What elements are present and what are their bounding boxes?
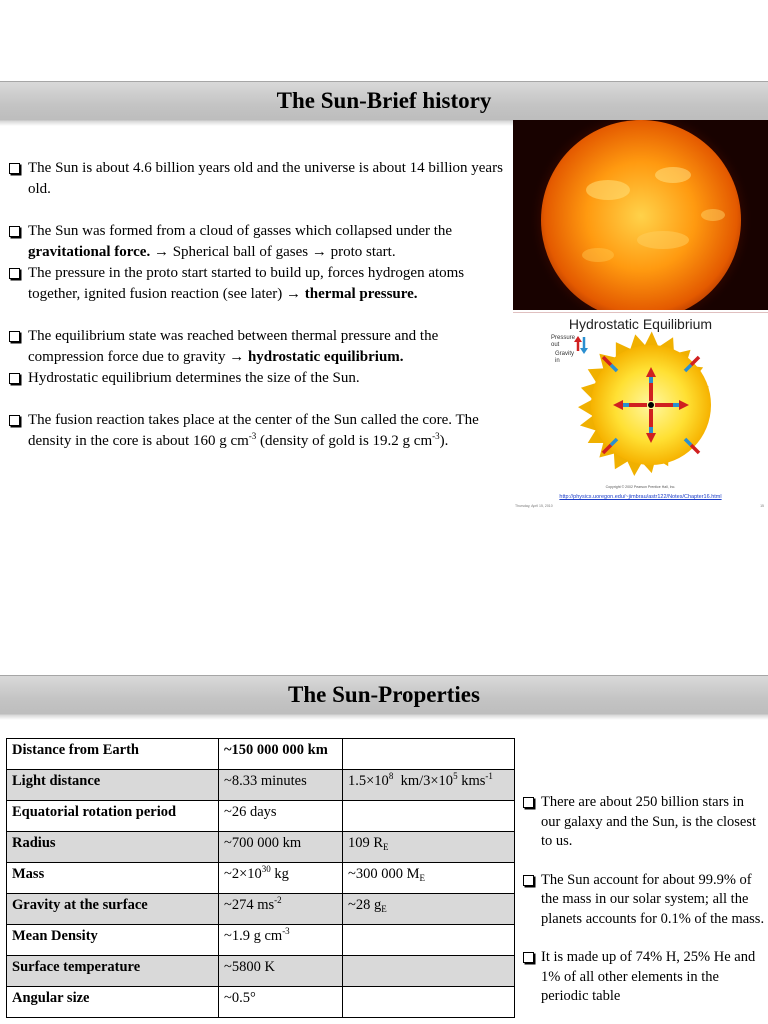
slide1-title-banner — [0, 81, 768, 121]
property-value: ~700 000 km — [219, 832, 343, 863]
spacer — [0, 200, 505, 221]
property-value: ~5800 K — [219, 956, 343, 987]
figure-footer-page: 15 — [760, 504, 764, 508]
properties-bullets — [517, 793, 765, 1007]
table-row — [7, 925, 515, 956]
table-row — [7, 956, 515, 987]
table-row — [7, 894, 515, 925]
property-value: ~0.5° — [219, 987, 343, 1018]
checkbox-bullet-icon — [523, 875, 534, 886]
legend-gravity-label: Gravity in — [555, 351, 575, 364]
property-name: Equatorial rotation period — [7, 801, 219, 832]
properties-table — [6, 738, 515, 1018]
slide2-title: The Sun-Properties — [288, 682, 480, 707]
property-value: ~274 $ms^{-2}$ — [219, 894, 343, 925]
property-name: Angular size — [7, 987, 219, 1018]
property-extra: 109 $R_E$ — [343, 832, 515, 863]
property-extra — [343, 801, 515, 832]
figure-footer-date: Thursday, April 15, 2010 — [515, 504, 553, 508]
property-extra — [343, 925, 515, 956]
property-name: Mass — [7, 863, 219, 894]
bullet-stars: There are about 250 billion stars in our galaxy and the Sun, is the closest to us. — [517, 793, 765, 852]
slide2-title-banner — [0, 675, 768, 715]
hydrostatic-figure — [513, 312, 768, 511]
property-extra — [343, 987, 515, 1018]
legend-pressure-label: Pressure out — [551, 335, 576, 348]
spacer — [517, 852, 765, 871]
property-name: Mean Density — [7, 925, 219, 956]
table-row — [7, 832, 515, 863]
property-name: Surface temperature — [7, 956, 219, 987]
figure-url-link[interactable]: http://physics.uoregon.edu/~jimbrau/astr122/Notes/Chapter16.html — [559, 494, 722, 500]
property-extra — [343, 739, 515, 770]
sun-photo — [513, 120, 768, 310]
property-value: $\sim 2\times 10^{30}$ kg — [219, 863, 343, 894]
property-extra: ~28 $g_E$ — [343, 894, 515, 925]
checkbox-bullet-icon — [9, 331, 20, 342]
property-name: Radius — [7, 832, 219, 863]
spacer — [0, 305, 505, 326]
property-extra — [343, 956, 515, 987]
property-name: Distance from Earth — [7, 739, 219, 770]
slide1-title: The Sun-Brief history — [276, 88, 492, 113]
figure-title: Hydrostatic Equilibrium — [568, 316, 713, 332]
property-name: Gravity at the surface — [7, 894, 219, 925]
property-extra: $1.5\times 10^8$ $km/3\times 10^5$ kms$^{-1}$ — [343, 770, 515, 801]
property-name: Light distance — [7, 770, 219, 801]
property-value: ~8.33 minutes — [219, 770, 343, 801]
bullet-equilibrium: The equilibrium state was reached between thermal pressure and the compression force due to gravity → hydrostatic equilibrium. — [0, 326, 505, 368]
checkbox-bullet-icon — [9, 373, 20, 384]
checkbox-bullet-icon — [523, 952, 534, 963]
checkbox-bullet-icon — [9, 226, 20, 237]
bullet-pressure: The pressure in the proto start started to build up, forces hydrogen atoms together, ignited fusion reaction (see later) → thermal pressure. — [0, 263, 505, 305]
sun-photo-image — [513, 120, 768, 310]
spacer — [0, 389, 505, 410]
table-row — [7, 863, 515, 894]
figure-copyright: Copyright © 2002 Pearson Prentice Hall, Inc. — [605, 485, 676, 489]
property-value: ~150 000 000 km — [219, 739, 343, 770]
banner-shadow — [0, 714, 768, 720]
property-value: ~26 days — [219, 801, 343, 832]
table-row — [7, 801, 515, 832]
property-extra: ~300 000 $M_E$ — [343, 863, 515, 894]
bullet-core: The fusion reaction takes place at the center of the Sun called the core. The density in the core is about 160 g $cm^{-3}$ (density of gold is 19.2 g $cm^{-3}$). — [0, 410, 505, 452]
bullet-formation: The Sun was formed from a cloud of gasses which collapsed under the gravitational force. → Spherical ball of gases → proto start. — [0, 221, 505, 263]
checkbox-bullet-icon — [9, 163, 20, 174]
table-row — [7, 770, 515, 801]
history-bullets — [0, 158, 505, 452]
property-value: ~1.9 g $cm^{-3}$ — [219, 925, 343, 956]
bullet-composition: It is made up of 74% H, 25% He and 1% of all other elements in the periodic table — [517, 948, 765, 1007]
checkbox-bullet-icon — [523, 797, 534, 808]
bullet-mass-share: The Sun account for about 99.9% of the mass in our solar system; all the planets accounts for 0.1% of the mass. — [517, 871, 765, 930]
spacer — [517, 929, 765, 948]
checkbox-bullet-icon — [9, 268, 20, 279]
table-row — [7, 987, 515, 1018]
bullet-age: The Sun is about 4.6 billion years old and the universe is about 14 billion years old. — [0, 158, 505, 200]
hydrostatic-diagram — [513, 313, 768, 511]
table-row — [7, 739, 515, 770]
bullet-size: Hydrostatic equilibrium determines the size of the Sun. — [0, 368, 505, 389]
checkbox-bullet-icon — [9, 415, 20, 426]
